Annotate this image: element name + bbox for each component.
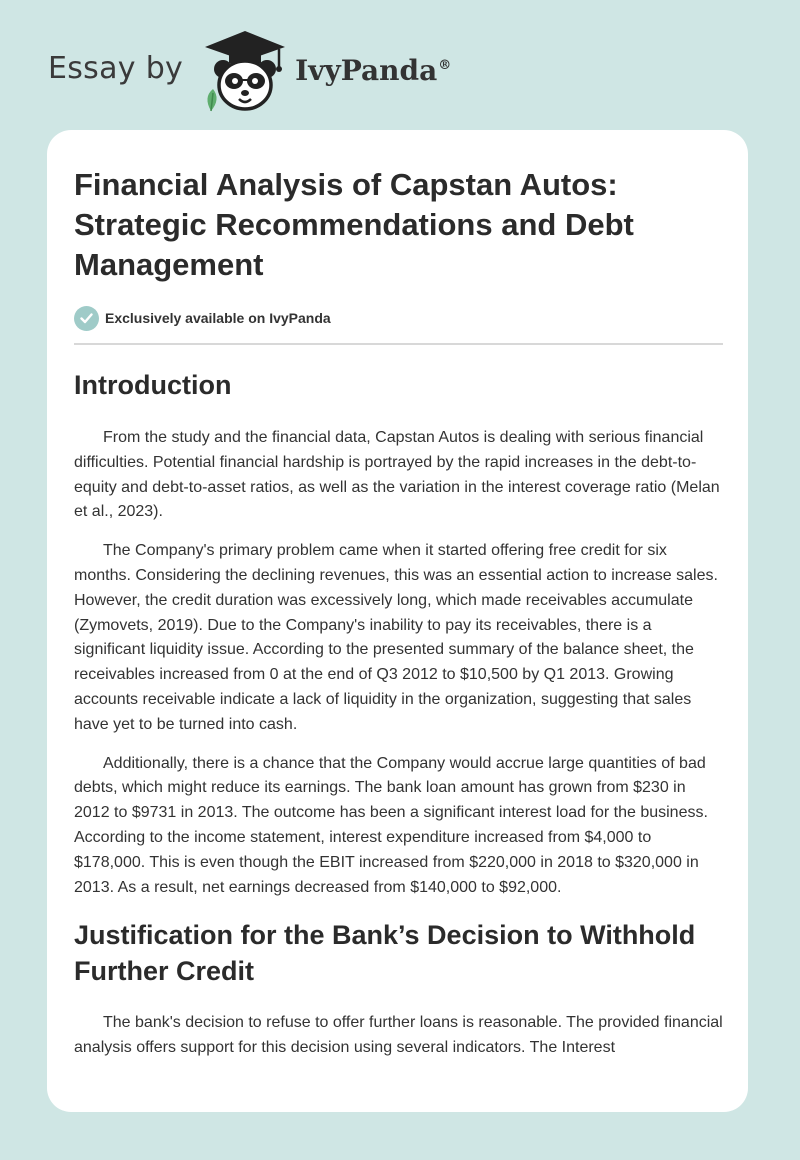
section-heading-introduction: Introduction bbox=[74, 370, 232, 400]
paragraph: From the study and the financial data, Capstan Autos is dealing with serious financial difficulties. Potential financial hardship is portrayed by the rapid increases in the debt-to-equity and debt-to-asset ratios, as well as the variation in the interest coverage ratio (Melan et al., 2023). bbox=[74, 429, 720, 521]
registered-mark: ® bbox=[438, 58, 452, 74]
brand-name-text: IvyPanda bbox=[295, 53, 438, 87]
exclusive-badge bbox=[74, 305, 724, 331]
section-heading-justification: Justification for the Bank’s Decision to Withhold Further Credit bbox=[74, 920, 696, 987]
paragraph: Additionally, there is a chance that the Company would accrue large quantities of bad debts, which might reduce its earnings. The bank loan amount has grown from $230 in 2012 to $9731 in 2013. The outcome has been a significant interest load for the business. According to the income statement, interest expenditure increased from $4,000 to $178,000. This is even though the EBIT increased from $220,000 in 2018 to $320,000 in 2013. As a result, net earnings decreased from $140,000 to $92,000. bbox=[74, 754, 708, 896]
document-content bbox=[74, 160, 724, 1061]
paragraph: The bank's decision to refuse to offer further loans is reasonable. The provided financial analysis offers support for this decision using several indicators. The Interest bbox=[74, 1014, 723, 1057]
paragraph: The Company's primary problem came when it started offering free credit for six months. Considering the declining revenues, this was an essential action to increase sales. However, the credit duration was excessively long, which made receivables accumulate (Zymovets, 2019). Due to the Company's inability to pay its receivables, there is a significant liquidity issue. According to the presented summary of the balance sheet, the receivables increased from 0 at the end of Q3 2012 to $10,500 by Q1 2013. Growing accounts receivable indicate a lack of liquidity in the organization, suggesting that sales have yet to be turned into cash. bbox=[74, 542, 718, 733]
document-title: Financial Analysis of Capstan Autos: Strategic Recommendations and Debt Management bbox=[74, 167, 634, 282]
document-card bbox=[47, 130, 748, 1112]
brand-prefix: Essay by bbox=[48, 50, 184, 86]
brand-name bbox=[295, 54, 451, 87]
check-circle-icon bbox=[74, 306, 99, 331]
exclusive-text: Exclusively available on IvyPanda bbox=[105, 310, 331, 326]
brand-header bbox=[48, 26, 451, 116]
title-divider bbox=[74, 343, 723, 345]
panda-graduate-logo-icon bbox=[199, 27, 291, 115]
